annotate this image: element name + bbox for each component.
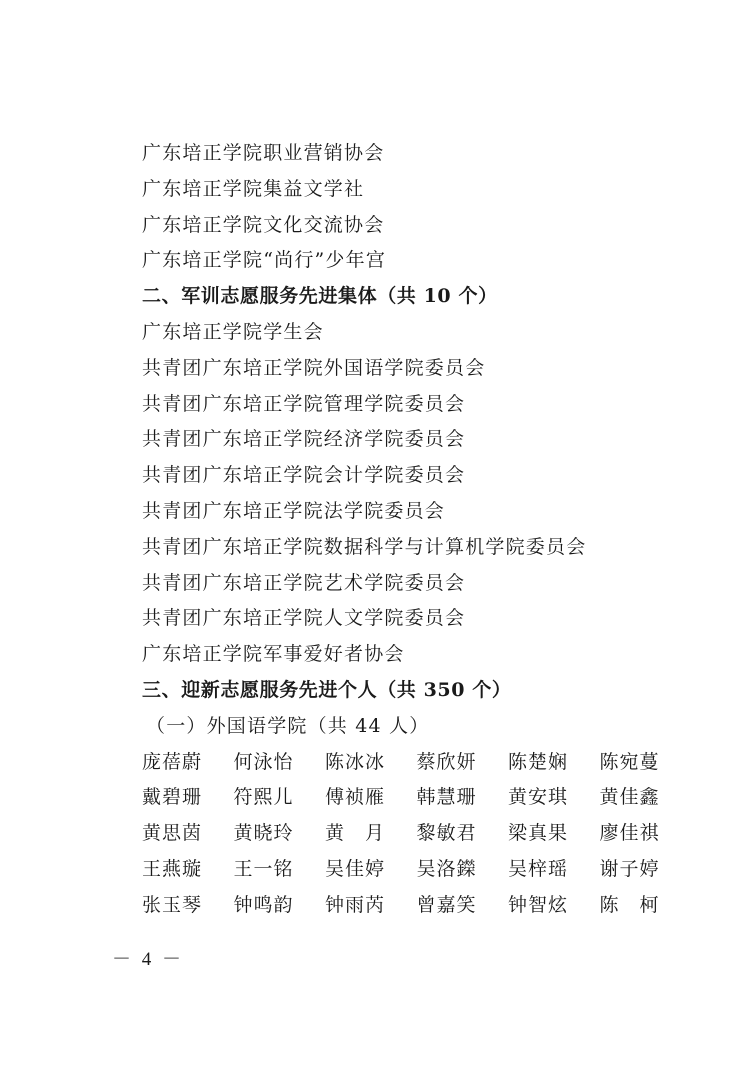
- person-name: 吴佳婷: [325, 857, 386, 880]
- person-name: 陈冰冰: [325, 750, 386, 773]
- person-name: 黄思茵: [142, 822, 203, 845]
- person-name: 黄晓玲: [233, 822, 294, 845]
- list-item: 广东培正学院“尚行”少年宫: [142, 249, 387, 272]
- list-item: 共青团广东培正学院外国语学院委员会: [142, 356, 486, 379]
- names-grid: [142, 745, 682, 924]
- person-name: 陈楚娴: [508, 750, 569, 773]
- list-item: 共青团广东培正学院数据科学与计算机学院委员会: [142, 535, 587, 558]
- document-body: [142, 136, 682, 924]
- person-name: 廖佳祺: [599, 822, 660, 845]
- list-item: 广东培正学院文化交流协会: [142, 213, 385, 236]
- list-item: 共青团广东培正学院经济学院委员会: [142, 428, 466, 451]
- person-name: 钟智炫: [508, 893, 569, 916]
- subsection-heading: （一）外国语学院（共 44 人）: [146, 714, 430, 737]
- person-name: 钟鸣韵: [233, 893, 294, 916]
- person-name: 梁真果: [508, 822, 569, 845]
- person-name: 庞蓓蔚: [142, 750, 203, 773]
- list-item: 广东培正学院职业营销协会: [142, 142, 385, 164]
- person-name: 戴碧珊: [142, 786, 203, 809]
- person-name: 吴洛鑅: [416, 857, 477, 880]
- list-item: 共青团广东培正学院会计学院委员会: [142, 464, 466, 487]
- person-name: 黄 月: [325, 822, 386, 845]
- list-item: 共青团广东培正学院法学院委员会: [142, 499, 446, 522]
- person-name: 曾嘉笑: [416, 893, 477, 916]
- section-heading: 三、迎新志愿服务先进个人（共 350 个）: [142, 678, 512, 701]
- person-name: 黎敏君: [416, 822, 477, 845]
- person-name: 王一铭: [233, 857, 294, 880]
- list-item: 共青团广东培正学院艺术学院委员会: [142, 571, 466, 594]
- person-name: 谢子婷: [599, 857, 660, 880]
- list-item: 广东培正学院集益文学社: [142, 177, 365, 200]
- person-name: 钟雨芮: [325, 893, 386, 916]
- person-name: 陈宛蔓: [599, 750, 660, 773]
- page-number: － 4 －: [112, 949, 185, 970]
- person-name: 陈 柯: [599, 893, 660, 916]
- person-name: 傅祯雁: [325, 786, 386, 809]
- person-name: 何泳怡: [233, 750, 294, 773]
- person-name: 黄安琪: [508, 786, 569, 809]
- section-heading: 二、军训志愿服务先进集体（共 10 个）: [142, 285, 498, 308]
- person-name: 符熙儿: [233, 786, 294, 809]
- person-name: 王燕璇: [142, 857, 203, 880]
- person-name: 吴梓瑶: [508, 857, 569, 880]
- list-item: 广东培正学院军事爱好者协会: [142, 643, 405, 666]
- list-item: 共青团广东培正学院管理学院委员会: [142, 392, 466, 415]
- person-name: 蔡欣妍: [416, 750, 477, 773]
- person-name: 张玉琴: [142, 893, 203, 916]
- person-name: 黄佳鑫: [599, 786, 660, 809]
- list-item: 共青团广东培正学院人文学院委员会: [142, 607, 466, 630]
- person-name: 韩慧珊: [416, 786, 477, 809]
- list-item: 广东培正学院学生会: [142, 320, 324, 343]
